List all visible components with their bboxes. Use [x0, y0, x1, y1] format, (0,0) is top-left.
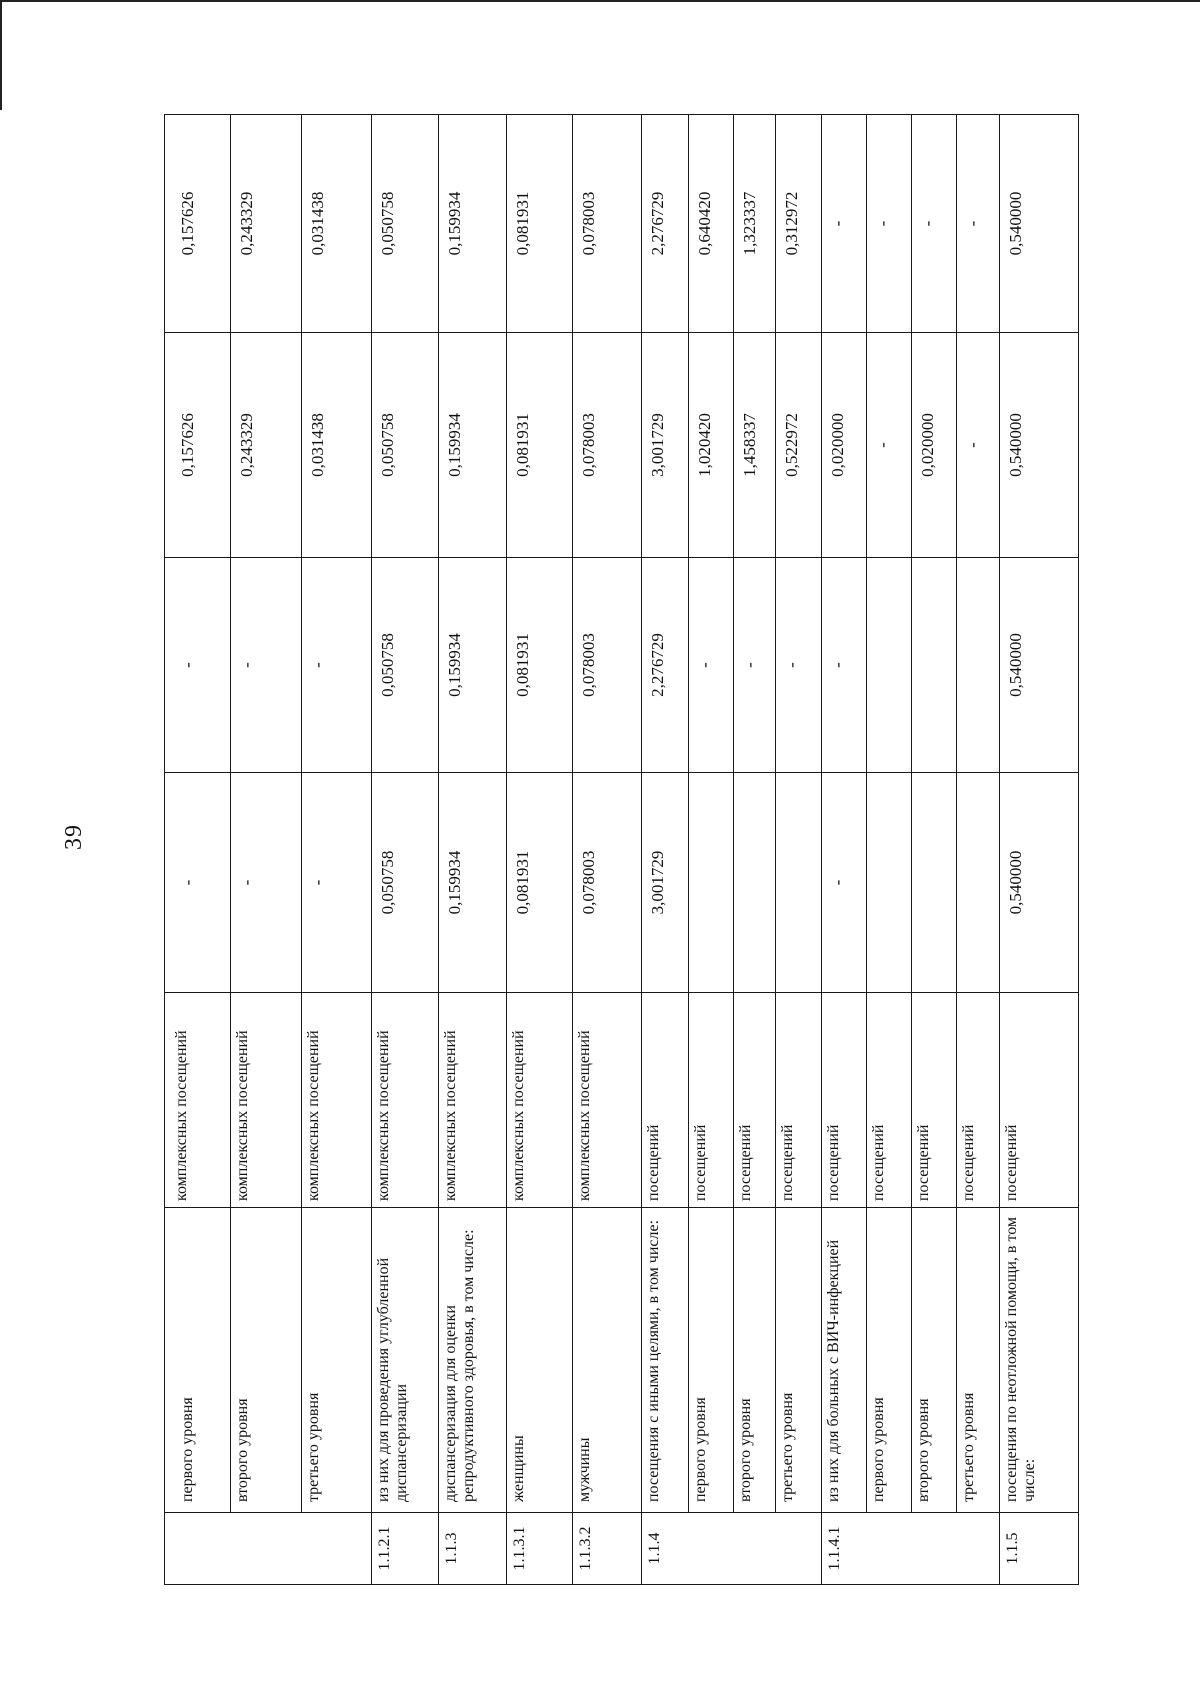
row-unit: комплексных посещений — [165, 993, 231, 1208]
value-cell: - — [776, 558, 822, 773]
row-name: мужчины — [573, 1208, 641, 1513]
row-name: диспансеризация для оценки репродуктивного здоровья, в том числе: — [438, 1208, 506, 1513]
value-cell: 0,159934 — [438, 333, 506, 558]
table-row — [733, 115, 776, 1585]
value-cell: - — [822, 115, 867, 333]
value-cell: - — [957, 115, 1000, 333]
value-cell: 0,050758 — [372, 333, 438, 558]
table-row — [231, 115, 302, 1585]
value-cell: 0,540000 — [999, 773, 1078, 993]
value-cell: - — [231, 773, 302, 993]
value-cell: - — [301, 773, 372, 993]
table-row — [573, 115, 641, 1585]
table-row — [438, 115, 506, 1585]
value-cell: 0,540000 — [999, 333, 1078, 558]
row-name: второго уровня — [231, 1208, 302, 1513]
value-cell: 0,159934 — [438, 773, 506, 993]
value-cell: 0,540000 — [999, 115, 1078, 333]
table-row — [912, 115, 957, 1585]
value-cell: - — [165, 558, 231, 773]
row-unit: комплексных посещений — [507, 993, 573, 1208]
value-cell — [912, 558, 957, 773]
table-row — [301, 115, 372, 1585]
value-cell: 2,276729 — [641, 558, 688, 773]
value-cell — [688, 773, 733, 993]
row-unit: посещений — [999, 993, 1078, 1208]
row-unit: комплексных посещений — [438, 993, 506, 1208]
data-table — [164, 114, 1079, 1585]
row-unit: посещений — [822, 993, 867, 1208]
row-name: первого уровня — [867, 1208, 912, 1513]
row-name: женщины — [507, 1208, 573, 1513]
value-cell: 0,050758 — [372, 558, 438, 773]
row-unit: посещений — [688, 993, 733, 1208]
value-cell: 2,276729 — [641, 115, 688, 333]
table-row — [776, 115, 822, 1585]
table-row — [957, 115, 1000, 1585]
value-cell: 3,001729 — [641, 773, 688, 993]
row-number: 1.1.5 — [999, 1513, 1078, 1585]
row-name: из них для проведения углубленной диспансеризации — [372, 1208, 438, 1513]
value-cell: 0,157626 — [165, 115, 231, 333]
value-cell — [912, 773, 957, 993]
value-cell: - — [912, 115, 957, 333]
value-cell: - — [231, 558, 302, 773]
value-cell: 0,243329 — [231, 115, 302, 333]
table-row — [372, 115, 438, 1585]
value-cell — [957, 773, 1000, 993]
table-row — [688, 115, 733, 1585]
value-cell: 0,540000 — [999, 558, 1078, 773]
value-cell — [733, 773, 776, 993]
value-cell: 1,458337 — [733, 333, 776, 558]
value-cell: - — [165, 773, 231, 993]
value-cell: 0,081931 — [507, 773, 573, 993]
value-cell: 0,081931 — [507, 558, 573, 773]
row-unit: посещений — [912, 993, 957, 1208]
value-cell: 0,159934 — [438, 558, 506, 773]
page-number: 39 — [61, 824, 87, 850]
scan-edge-left — [0, 0, 2, 110]
row-name: посещения с иными целями, в том числе: — [641, 1208, 688, 1513]
row-unit: посещений — [957, 993, 1000, 1208]
value-cell: 0,312972 — [776, 115, 822, 333]
value-cell: - — [867, 333, 912, 558]
row-name: посещения по неотложной помощи, в том числе: — [999, 1208, 1078, 1513]
row-unit: комплексных посещений — [231, 993, 302, 1208]
value-cell: 0,020000 — [822, 333, 867, 558]
value-cell: 0,157626 — [165, 333, 231, 558]
value-cell: 0,031438 — [301, 115, 372, 333]
value-cell: - — [822, 558, 867, 773]
row-name: первого уровня — [688, 1208, 733, 1513]
row-unit: посещений — [641, 993, 688, 1208]
value-cell: 0,078003 — [573, 558, 641, 773]
row-number: 1.1.2.1 — [372, 1513, 438, 1585]
row-unit: посещений — [867, 993, 912, 1208]
value-cell: 0,050758 — [372, 773, 438, 993]
row-name: третьего уровня — [776, 1208, 822, 1513]
value-cell: 0,031438 — [301, 333, 372, 558]
value-cell: 3,001729 — [641, 333, 688, 558]
value-cell: 0,081931 — [507, 333, 573, 558]
row-unit: посещений — [776, 993, 822, 1208]
row-name: второго уровня — [733, 1208, 776, 1513]
table-row — [165, 115, 231, 1585]
value-cell: 0,640420 — [688, 115, 733, 333]
row-number: 1.1.4 — [641, 1513, 822, 1585]
value-cell: 0,081931 — [507, 115, 573, 333]
row-name: второго уровня — [912, 1208, 957, 1513]
value-cell: 1,323337 — [733, 115, 776, 333]
table-row — [822, 115, 867, 1585]
row-name: из них для больных с ВИЧ-инфекцией — [822, 1208, 867, 1513]
value-cell — [867, 773, 912, 993]
row-number: 1.1.3.2 — [573, 1513, 641, 1585]
value-cell — [867, 558, 912, 773]
table-row — [641, 115, 688, 1585]
value-cell: - — [733, 558, 776, 773]
row-number: 1.1.4.1 — [822, 1513, 999, 1585]
row-unit: посещений — [733, 993, 776, 1208]
value-cell: 0,078003 — [573, 115, 641, 333]
row-name: первого уровня — [165, 1208, 231, 1513]
value-cell: - — [822, 773, 867, 993]
value-cell: - — [957, 333, 1000, 558]
row-unit: комплексных посещений — [301, 993, 372, 1208]
value-cell: 0,050758 — [372, 115, 438, 333]
row-name: третьего уровня — [301, 1208, 372, 1513]
value-cell — [957, 558, 1000, 773]
value-cell: 0,522972 — [776, 333, 822, 558]
value-cell: 1,020420 — [688, 333, 733, 558]
row-unit: комплексных посещений — [372, 993, 438, 1208]
value-cell: - — [867, 115, 912, 333]
scan-edge-top — [0, 0, 1200, 2]
value-cell: - — [688, 558, 733, 773]
value-cell: 0,243329 — [231, 333, 302, 558]
table-row — [867, 115, 912, 1585]
row-number: 1.1.3 — [438, 1513, 506, 1585]
table-row — [507, 115, 573, 1585]
row-name: третьего уровня — [957, 1208, 1000, 1513]
value-cell: 0,159934 — [438, 115, 506, 333]
value-cell: - — [301, 558, 372, 773]
value-cell: 0,078003 — [573, 333, 641, 558]
value-cell: 0,020000 — [912, 333, 957, 558]
table-row — [999, 115, 1078, 1585]
row-unit: комплексных посещений — [573, 993, 641, 1208]
row-number: 1.1.3.1 — [507, 1513, 573, 1585]
value-cell — [776, 773, 822, 993]
value-cell: 0,078003 — [573, 773, 641, 993]
table-rotated — [164, 115, 1079, 1585]
row-number — [165, 1513, 372, 1585]
